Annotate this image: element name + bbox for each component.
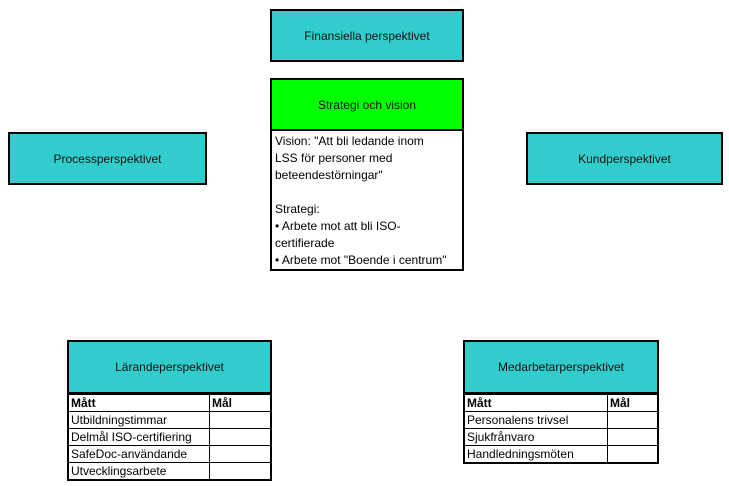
cell[interactable] bbox=[608, 429, 659, 446]
table-row bbox=[68, 429, 271, 446]
cell: Sjukfrånvaro bbox=[464, 429, 608, 446]
table-row bbox=[464, 446, 658, 464]
col-matt: Mått bbox=[68, 395, 210, 412]
cell: Personalens trivsel bbox=[464, 412, 608, 429]
cell: Utbildningstimmar bbox=[68, 412, 210, 429]
finansiella-box bbox=[270, 9, 464, 62]
strategi-line: • Arbete mot att bli ISO- bbox=[275, 219, 401, 233]
cell[interactable] bbox=[608, 446, 659, 464]
cell[interactable] bbox=[210, 412, 272, 429]
kund-label: Kundperspektivet bbox=[578, 151, 671, 166]
strategi-line: • Arbete mot "Boende i centrum" bbox=[275, 253, 447, 267]
table-row bbox=[464, 412, 658, 429]
strategi-body bbox=[270, 131, 464, 271]
cell: SafeDoc-användande bbox=[68, 446, 210, 463]
medarbetar-header bbox=[463, 340, 659, 394]
strategi-line: LSS för personer med bbox=[275, 151, 393, 165]
strategi-title: Strategi och vision bbox=[317, 97, 417, 112]
cell: Delmål ISO-certifiering bbox=[68, 429, 210, 446]
strategi-header bbox=[270, 78, 464, 131]
strategi-line: Vision: "Att bli ledande inom bbox=[275, 134, 424, 148]
cell[interactable] bbox=[210, 429, 272, 446]
table-row bbox=[68, 463, 271, 481]
process-box bbox=[8, 132, 207, 185]
col-mal: Mål bbox=[608, 395, 659, 412]
table-row bbox=[68, 446, 271, 463]
larande-title: Lärandeperspektivet bbox=[115, 360, 224, 374]
col-matt: Mått bbox=[464, 395, 608, 412]
table-row bbox=[68, 412, 271, 429]
medarbetar-table bbox=[463, 394, 659, 464]
strategi-line: Strategi: bbox=[275, 202, 320, 216]
strategi-line: certifierade bbox=[275, 236, 335, 250]
cell[interactable] bbox=[210, 463, 272, 481]
larande-header bbox=[67, 340, 272, 394]
cell[interactable] bbox=[608, 412, 659, 429]
cell: Utvecklingsarbete bbox=[68, 463, 210, 481]
cell[interactable] bbox=[210, 446, 272, 463]
larande-table bbox=[67, 394, 272, 481]
cell: Handledningsmöten bbox=[464, 446, 608, 464]
finansiella-label: Finansiella perspektivet bbox=[304, 28, 430, 43]
process-label: Processperspektivet bbox=[53, 151, 162, 166]
medarbetar-title: Medarbetarperspektivet bbox=[497, 360, 625, 374]
strategi-line: beteendestörningar" bbox=[275, 168, 383, 182]
kund-box bbox=[526, 132, 723, 185]
col-mal: Mål bbox=[210, 395, 272, 412]
table-row bbox=[464, 429, 658, 446]
